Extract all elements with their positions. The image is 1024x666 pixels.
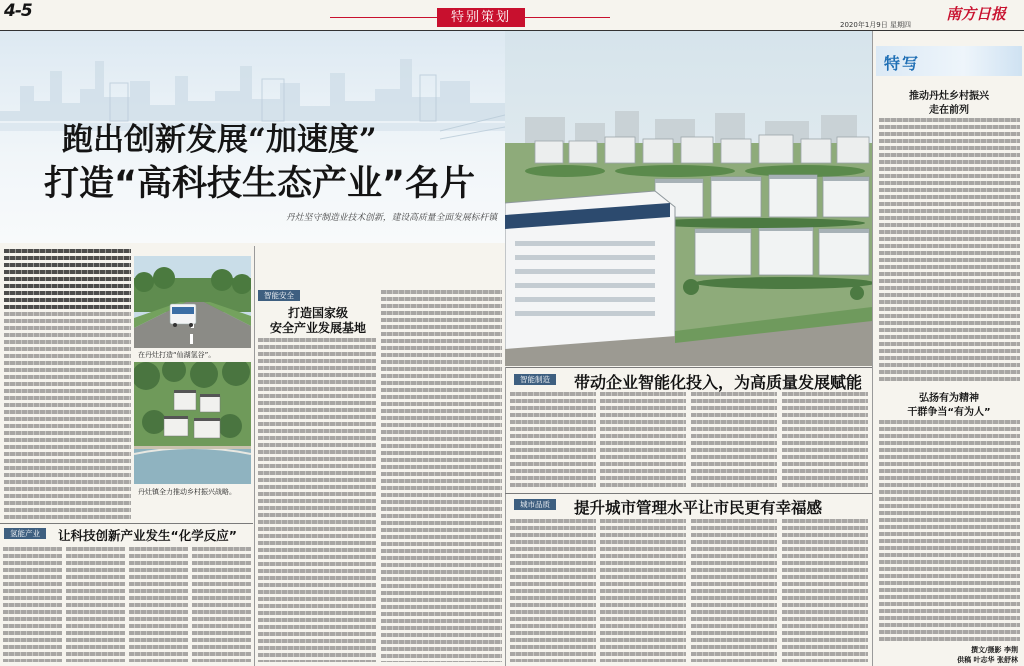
safety-article-body	[258, 338, 376, 662]
village-photo	[134, 362, 251, 484]
safety-headline-line1: 打造国家级	[287, 306, 348, 320]
section-divider	[505, 493, 872, 494]
feature-headline2-line1: 弘扬有为精神	[919, 393, 979, 404]
section-tag-city: 城市品质	[514, 499, 556, 510]
lead-subheadline: 丹灶坚守制造业技术创新，建设高质量全面发展标杆镇	[286, 213, 498, 223]
hydrogen-road-photo	[134, 256, 251, 348]
byline-credit: 撰文/摄影 李荆	[971, 646, 1018, 654]
intro-lead-paragraph	[4, 249, 131, 309]
manufacturing-article-body	[600, 392, 686, 489]
safety-headline-line2: 安全产业发展基地	[269, 321, 366, 335]
feature-article-body	[879, 118, 1020, 382]
section-tag-hydrogen: 氢能产业	[4, 528, 46, 539]
photo-caption: 丹灶镇全力推动乡村振兴战略。	[138, 488, 236, 496]
masthead-logo: 南方日报	[946, 5, 1007, 23]
manufacturing-article-body	[510, 392, 596, 489]
hydrogen-article-body	[192, 547, 251, 662]
city-article-body	[691, 519, 777, 662]
issue-date: 2020年1月9日 星期四	[840, 21, 911, 29]
hydrogen-article-body	[129, 547, 188, 662]
city-article-body	[782, 519, 868, 662]
photo-caption: 在丹灶打造“仙湖氢谷”。	[138, 351, 216, 359]
hydrogen-headline: 让科技创新产业发生“化学反应”	[58, 528, 237, 543]
feature-column-divider	[872, 31, 873, 666]
safety-article-body	[381, 290, 502, 662]
manufacturing-article-body	[782, 392, 868, 489]
intro-article-body	[4, 312, 131, 520]
feature-headline1-line2: 走在前列	[929, 105, 969, 116]
section-tag-manufacturing: 智能制造	[514, 374, 556, 385]
manufacturing-headline: 带动企业智能化投入，为高质量发展赋能	[574, 373, 863, 392]
manufacturing-article-body	[691, 392, 777, 489]
feature-label: 特写	[884, 54, 921, 73]
lead-headline-line2: 打造“高科技生态产业”名片	[44, 164, 476, 204]
hydrogen-article-body	[3, 547, 62, 662]
lead-headline-line1: 跑出创新发展“加速度”	[62, 122, 377, 158]
feature-headline2-line2: 干群争当“有为人”	[907, 407, 991, 418]
hydrogen-article-body	[66, 547, 125, 662]
industrial-park-photo	[505, 31, 872, 366]
section-divider	[0, 523, 253, 524]
feature-article-body	[879, 420, 1020, 642]
page-number: 4-5	[4, 1, 32, 21]
section-tag-safety: 智能安全	[258, 290, 300, 301]
byline-credit: 供稿 叶志华 张舒林	[957, 656, 1018, 664]
city-headline: 提升城市管理水平让市民更有幸福感	[574, 499, 823, 517]
feature-headline1-line1: 推动丹灶乡村振兴	[909, 91, 989, 102]
column-divider	[254, 246, 255, 666]
section-divider	[505, 367, 872, 368]
section-banner: 特别策划	[437, 8, 525, 27]
city-article-body	[510, 519, 596, 662]
column-divider	[505, 367, 506, 666]
city-article-body	[600, 519, 686, 662]
